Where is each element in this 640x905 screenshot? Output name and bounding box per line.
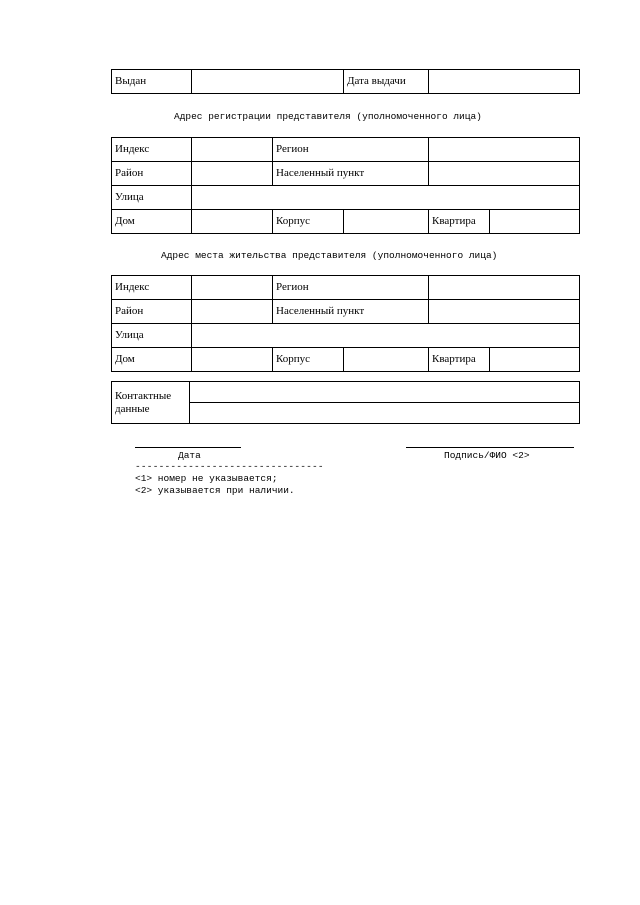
reg-house-field[interactable] (192, 210, 273, 234)
res-region-label: Регион (273, 276, 429, 300)
contacts-field-2[interactable] (190, 403, 580, 424)
date-line[interactable] (135, 447, 241, 448)
signature-label: Подпись/ФИО <2> (444, 450, 530, 461)
reg-index-label: Индекс (112, 138, 192, 162)
res-index-label: Индекс (112, 276, 192, 300)
signature-line[interactable] (406, 447, 574, 448)
issued-table (111, 69, 580, 94)
footnote-separator: -------------------------------- (135, 461, 324, 472)
reg-index-field[interactable] (192, 138, 273, 162)
footnote-item: <2> указывается при наличии. (135, 485, 295, 496)
reg-house-label: Дом (112, 210, 192, 234)
footnote-item: <1> номер не указывается; (135, 473, 278, 484)
res-building-label: Корпус (273, 348, 344, 372)
issued-field[interactable] (192, 70, 344, 94)
reg-locality-field[interactable] (429, 162, 580, 186)
res-index-field[interactable] (192, 276, 273, 300)
reg-locality-label: Населенный пункт (273, 162, 429, 186)
reg-building-field[interactable] (344, 210, 429, 234)
res-district-label: Район (112, 300, 192, 324)
residence-address-table (111, 275, 580, 372)
reg-street-field[interactable] (192, 186, 580, 210)
res-building-field[interactable] (344, 348, 429, 372)
contacts-field-1[interactable] (190, 382, 580, 403)
res-street-label: Улица (112, 324, 192, 348)
registration-address-table (111, 137, 580, 234)
date-label: Дата (178, 450, 201, 461)
contacts-label: Контактные данные (112, 382, 190, 424)
reg-apartment-label: Квартира (429, 210, 490, 234)
reg-district-label: Район (112, 162, 192, 186)
reg-region-field[interactable] (429, 138, 580, 162)
issue-date-field[interactable] (429, 70, 580, 94)
res-house-field[interactable] (192, 348, 273, 372)
reg-apartment-field[interactable] (490, 210, 580, 234)
res-apartment-label: Квартира (429, 348, 490, 372)
res-locality-field[interactable] (429, 300, 580, 324)
reg-region-label: Регион (273, 138, 429, 162)
contact-table (111, 381, 580, 424)
reg-district-field[interactable] (192, 162, 273, 186)
residence-address-heading: Адрес места жительства представителя (уполномоченного лица) (161, 250, 498, 261)
res-house-label: Дом (112, 348, 192, 372)
res-locality-label: Населенный пункт (273, 300, 429, 324)
res-apartment-field[interactable] (490, 348, 580, 372)
issued-label: Выдан (112, 70, 192, 94)
reg-street-label: Улица (112, 186, 192, 210)
issue-date-label: Дата выдачи (344, 70, 429, 94)
res-region-field[interactable] (429, 276, 580, 300)
reg-building-label: Корпус (273, 210, 344, 234)
registration-address-heading: Адрес регистрации представителя (уполномоченного лица) (174, 111, 482, 122)
res-district-field[interactable] (192, 300, 273, 324)
res-street-field[interactable] (192, 324, 580, 348)
